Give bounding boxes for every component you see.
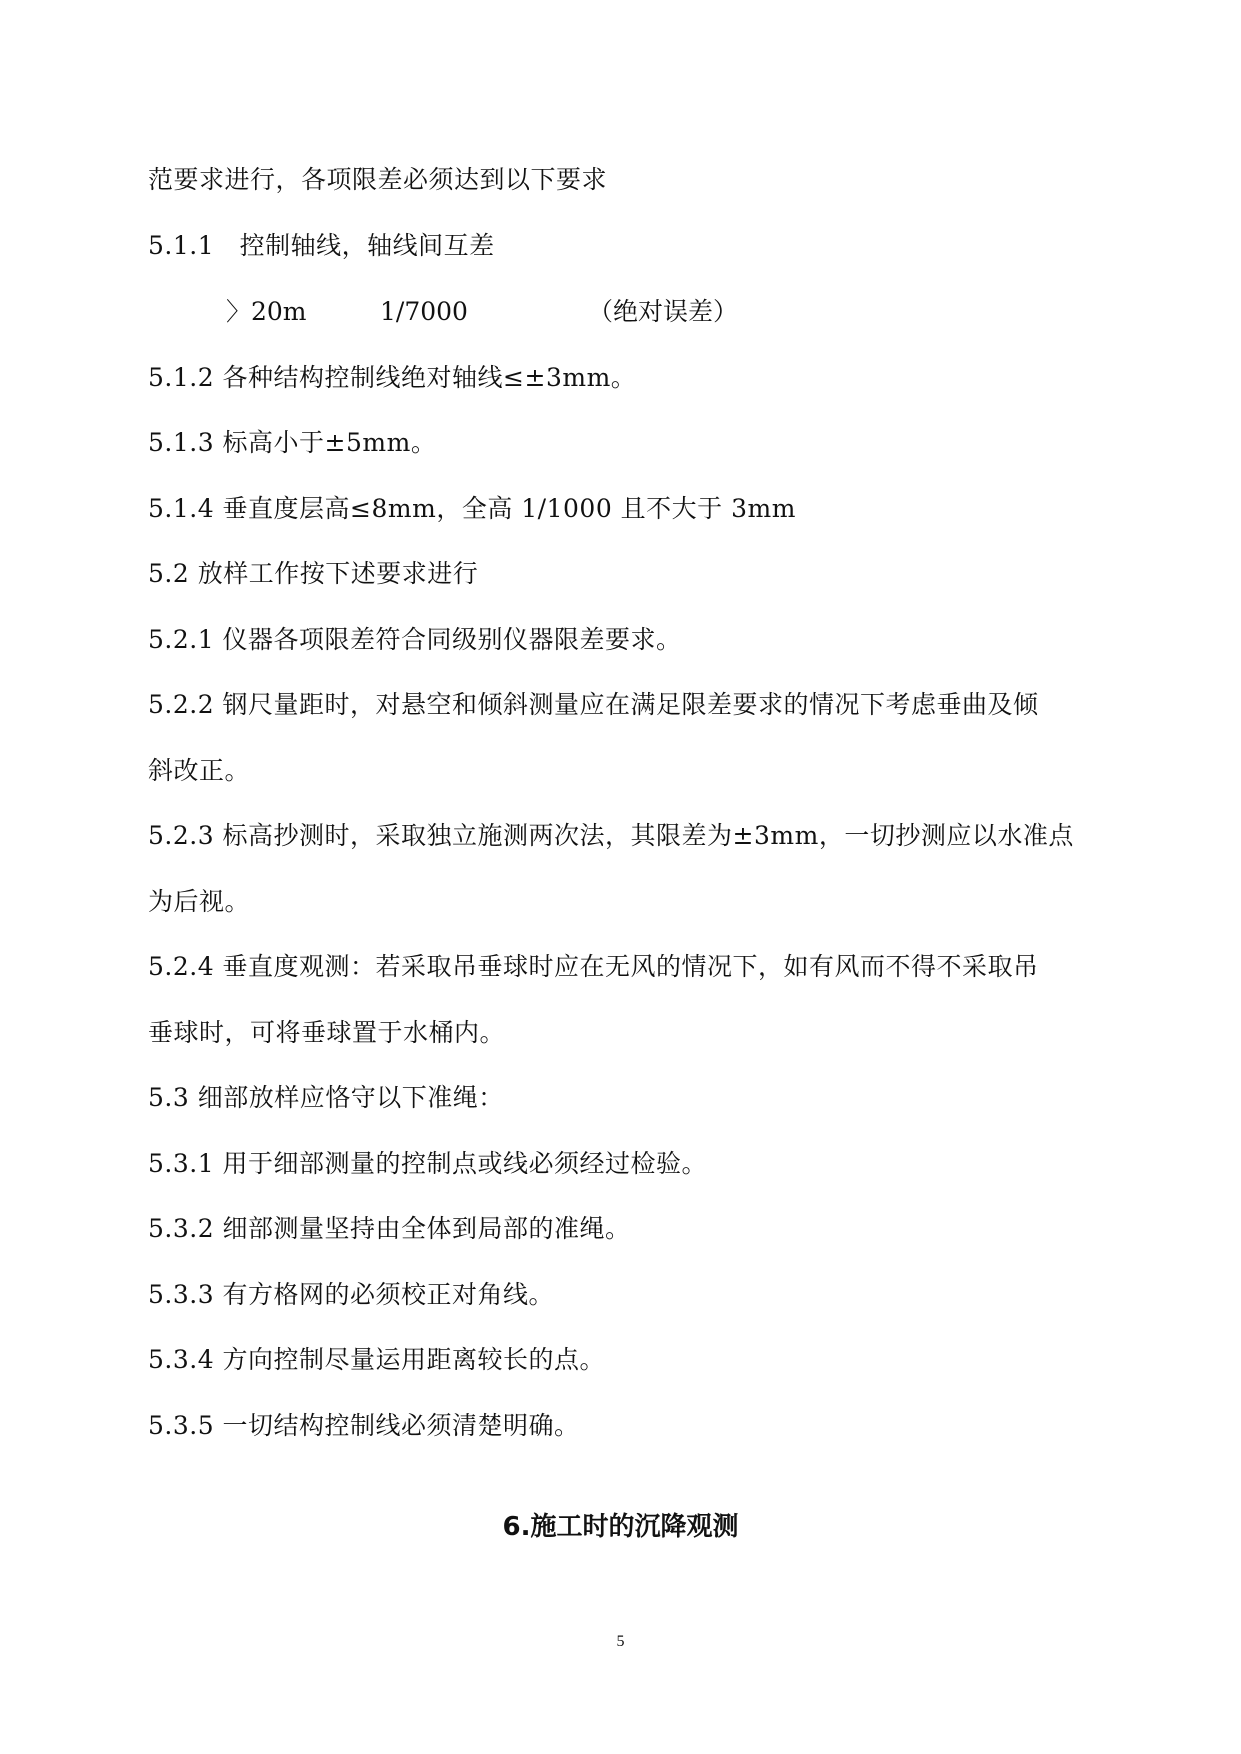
paragraph-continuation: 范要求进行，各项限差必须达到以下要求 <box>148 165 608 194</box>
clause-5-3-1: 5.3.1 用于细部测量的控制点或线必须经过检验。 <box>148 1149 708 1178</box>
clause-5-3-5: 5.3.5 一切结构控制线必须清楚明确。 <box>148 1411 580 1440</box>
clause-5-1-3: 5.1.3 标高小于±5mm。 <box>148 428 437 457</box>
axis-range: 〉20m <box>226 297 307 326</box>
clause-5-1-4: 5.1.4 垂直度层高≤8mm，全高 1/1000 且不大于 3mm <box>148 494 796 523</box>
clause-5-1-1: 5.1.1 控制轴线，轴线间互差 <box>148 231 495 260</box>
clause-5-2-3-cont: 为后视。 <box>148 887 251 916</box>
clause-5-2: 5.2 放样工作按下述要求进行 <box>148 559 479 588</box>
clause-5-3-4: 5.3.4 方向控制尽量运用距离较长的点。 <box>148 1345 606 1374</box>
clause-5-2-4-cont: 垂球时，可将垂球置于水桶内。 <box>148 1018 506 1047</box>
clause-5-2-4: 5.2.4 垂直度观测：若采取吊垂球时应在无风的情况下，如有风而不得不采取吊 <box>148 952 1039 981</box>
clause-5-3-2: 5.3.2 细部测量坚持由全体到局部的准绳。 <box>148 1214 631 1243</box>
clause-5-2-2-cont: 斜改正。 <box>148 756 251 785</box>
clause-5-2-3: 5.2.3 标高抄测时，采取独立施测两次法，其限差为±3mm，一切抄测应以水准点 <box>148 821 1074 850</box>
clause-5-1-2: 5.1.2 各种结构控制线绝对轴线≤±3mm。 <box>148 363 637 392</box>
clause-5-2-2: 5.2.2 钢尺量距时，对悬空和倾斜测量应在满足限差要求的情况下考虑垂曲及倾 <box>148 690 1039 719</box>
clause-5-3-3: 5.3.3 有方格网的必须校正对角线。 <box>148 1280 555 1309</box>
page-number: 5 <box>616 1633 625 1650</box>
clause-5-2-1: 5.2.1 仪器各项限差符合同级别仪器限差要求。 <box>148 625 682 654</box>
section-heading: 6.施工时的沉降观测 <box>502 1512 739 1542</box>
clause-5-3: 5.3 细部放样应恪守以下准绳： <box>148 1083 504 1112</box>
axis-ratio: 1/7000 <box>380 297 468 326</box>
axis-note: （绝对误差） <box>588 297 739 326</box>
